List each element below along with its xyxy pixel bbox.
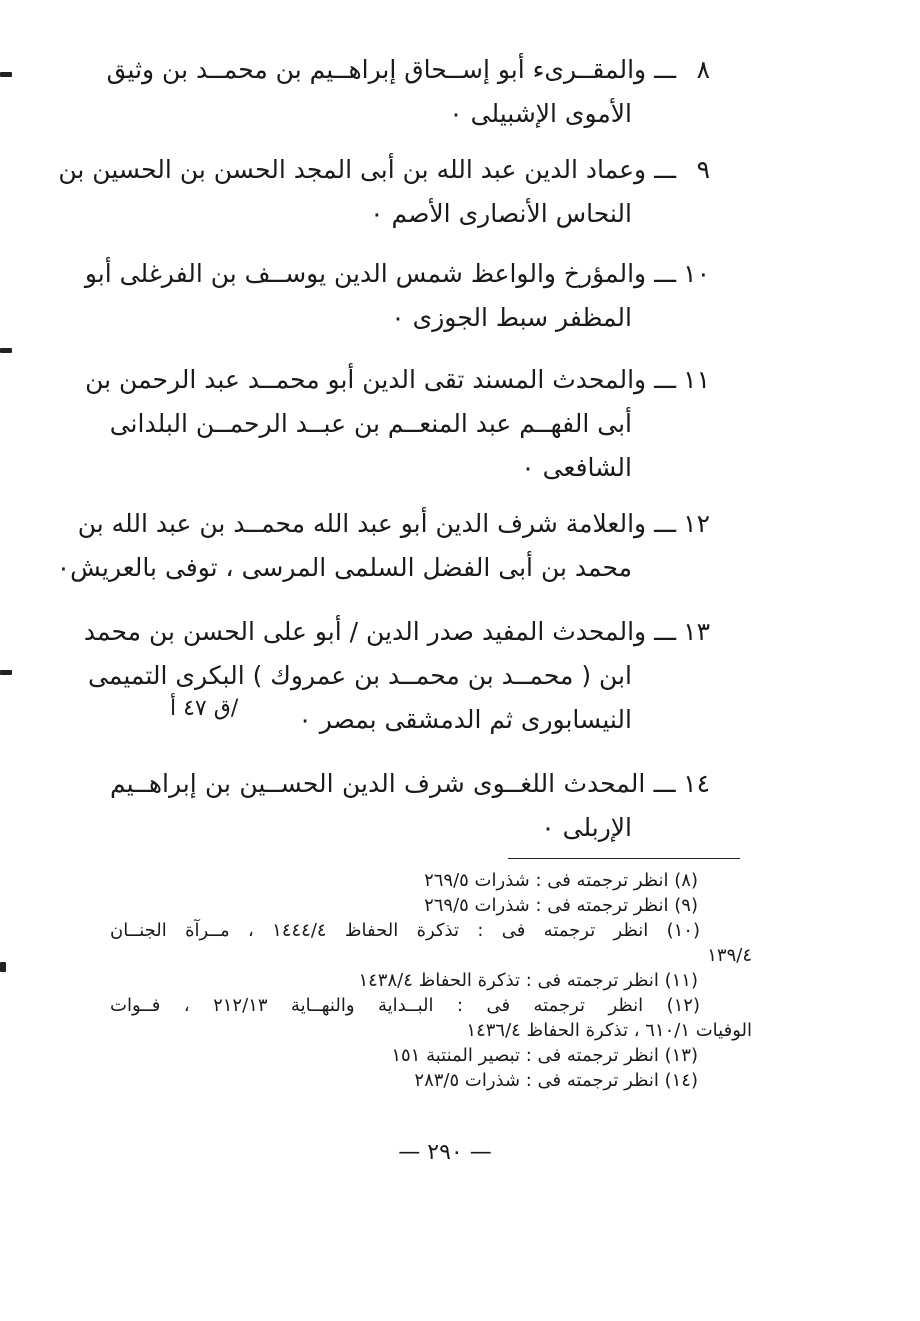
scan-edge-mark: [0, 348, 12, 353]
entry-line: الإربلى ٠: [541, 813, 632, 842]
entry-number: ١٣: [683, 617, 710, 646]
entry-number: ١١: [683, 365, 710, 394]
scan-edge-mark: [0, 72, 12, 77]
scan-edge-mark: [0, 670, 12, 675]
entry-line: النيسابورى ثم الدمشقى بمصر ٠: [298, 705, 632, 734]
footnote: (١٠) انظر ترجمته فى : تذكرة الحفاظ ١٤٤٤/٤ ، مــرآة الجنــان: [110, 920, 701, 941]
entry-line: ١٣ ـــ والمحدث المفيد صدر الدين / أبو على الحسن بن محمد: [110, 610, 710, 654]
entry-14: [110, 762, 710, 850]
entry-line: النحاس الأنصارى الأصم ٠: [370, 199, 632, 228]
entry-12: [56, 502, 710, 590]
entry-number: ١٤: [683, 769, 710, 798]
entry-13: [83, 610, 710, 742]
entry-number: ٨: [696, 55, 710, 84]
entry-line: ٨ ـــ والمقــرىء أبو إســحاق إبراهــيم بن محمــد بن وثيق: [110, 48, 710, 92]
entry-line: ١٤ ـــ المحدث اللغــوى شرف الدين الحســين بن إبراهــيم: [110, 762, 710, 806]
entry-line: المظفر سبط الجوزى ٠: [391, 303, 632, 332]
entry-line: محمد بن أبى الفضل السلمى المرسى ، توفى بالعريش٠: [56, 553, 632, 582]
scan-edge-mark: [0, 962, 6, 972]
page-number: — ٢٩٠ —: [398, 1140, 492, 1165]
footnote-divider: [508, 858, 740, 859]
entry-11: [85, 358, 710, 490]
footnote: (١٣) انظر ترجمته فى : تبصير المنتبة ١٥١: [391, 1045, 698, 1066]
folio-marker: /ق ٤٧ أ: [170, 696, 239, 721]
entry-10: [84, 252, 710, 340]
entry-line: الشافعى ٠: [521, 453, 632, 482]
entry-9: [58, 148, 710, 236]
entry-line: ١٠ ـــ والمؤرخ والواعظ شمس الدين يوســف بن الفرغلى أبو: [110, 252, 710, 296]
footnote: (٨) انظر ترجمته فى : شذرات ٢٦٩/٥: [424, 870, 698, 891]
footnote: (١٤) انظر ترجمته فى : شذرات ٢٨٣/٥: [414, 1070, 698, 1091]
entry-line: ١٢ ـــ والعلامة شرف الدين أبو عبد الله محمــد بن عبد الله بن: [110, 502, 710, 546]
entry-line: الأموى الإشبيلى ٠: [449, 99, 632, 128]
entry-number: ١٢: [683, 509, 710, 538]
entry-line: ١١ ـــ والمحدث المسند تقى الدين أبو محمــد عبد الرحمن بن: [110, 358, 710, 402]
footnotes: [110, 868, 752, 1093]
entry-number: ٩: [696, 155, 710, 184]
entry-line: ابن ( محمــد بن محمــد بن عمروك ) البكرى التميمى: [88, 661, 632, 690]
entry-8: [106, 48, 710, 136]
footnote: (٩) انظر ترجمته فى : شذرات ٢٦٩/٥: [424, 895, 698, 916]
entry-line: أبى الفهــم عبد المنعــم بن عبــد الرحمــن البلدانى: [109, 409, 632, 438]
footnote-continuation: ١٣٩/٤: [707, 945, 752, 966]
footnote: (١١) انظر ترجمته فى : تذكرة الحفاظ ١٤٣٨/٤: [358, 970, 698, 991]
footnote-continuation: الوفيات ٦١٠/١ ، تذكرة الحفاظ ١٤٣٦/٤: [466, 1020, 752, 1041]
entry-line: ٩ ـــ وعماد الدين عبد الله بن أبى المجد الحسن بن الحسين بن: [110, 148, 710, 192]
footnote: (١٢) انظر ترجمته فى : البــداية والنهــاية ٢١٢/١٣ ، فــوات: [110, 995, 700, 1016]
entry-number: ١٠: [683, 259, 710, 288]
